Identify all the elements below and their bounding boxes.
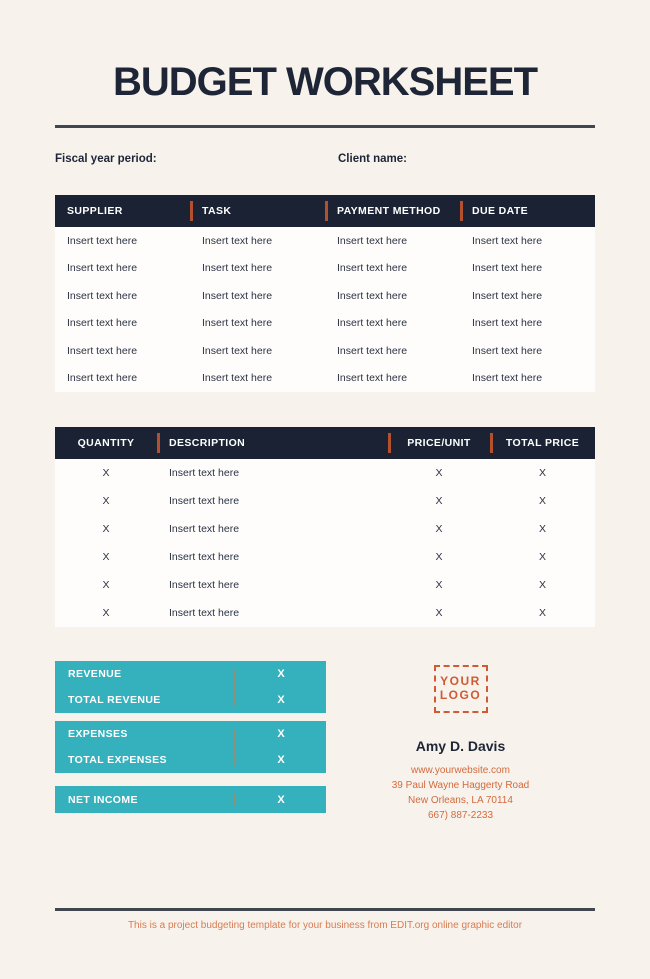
contact-name: Amy D. Davis bbox=[415, 738, 506, 754]
supplier-cell[interactable]: Insert text here bbox=[67, 372, 138, 385]
page-content bbox=[0, 60, 650, 823]
items-table-row bbox=[55, 515, 595, 543]
price-unit-cell[interactable]: X bbox=[435, 495, 443, 507]
contact-phone: 667) 887-2233 bbox=[427, 810, 494, 821]
total-expenses-row bbox=[55, 747, 326, 773]
expenses-value[interactable]: X bbox=[277, 728, 285, 740]
description-cell[interactable]: Insert text here bbox=[169, 467, 240, 479]
expenses-row bbox=[55, 721, 326, 747]
description-cell[interactable]: Insert text here bbox=[169, 523, 240, 535]
price-unit-cell[interactable]: X bbox=[435, 607, 443, 619]
quantity-cell[interactable]: X bbox=[102, 523, 110, 535]
total-revenue-value[interactable]: X bbox=[277, 694, 285, 706]
quantity-cell[interactable]: X bbox=[102, 467, 110, 479]
supplier-table-row bbox=[55, 337, 595, 365]
items-table-row bbox=[55, 459, 595, 487]
expenses-box bbox=[55, 721, 326, 773]
items-table-row bbox=[55, 487, 595, 515]
logo-placeholder[interactable] bbox=[434, 665, 488, 713]
field-labels-row bbox=[55, 153, 595, 165]
logo-text-line1: YOUR bbox=[440, 674, 481, 689]
due-date-cell[interactable]: Insert text here bbox=[472, 262, 543, 275]
client-name-label: Client name: bbox=[338, 153, 408, 165]
price-unit-cell[interactable]: X bbox=[435, 523, 443, 535]
revenue-value[interactable]: X bbox=[277, 668, 285, 680]
header-due-date: DUE DATE bbox=[460, 195, 595, 227]
supplier-table bbox=[55, 195, 595, 392]
total-price-cell[interactable]: X bbox=[538, 467, 546, 479]
task-cell[interactable]: Insert text here bbox=[202, 372, 273, 385]
items-table-body bbox=[55, 459, 595, 627]
task-cell[interactable]: Insert text here bbox=[202, 344, 273, 357]
task-cell[interactable]: Insert text here bbox=[202, 289, 273, 302]
header-payment-method: PAYMENT METHOD bbox=[325, 195, 460, 227]
total-price-cell[interactable]: X bbox=[538, 579, 546, 591]
payment-method-cell[interactable]: Insert text here bbox=[337, 344, 408, 357]
task-cell[interactable]: Insert text here bbox=[202, 317, 273, 330]
page-title: BUDGET WORKSHEET bbox=[113, 60, 537, 104]
net-income-row bbox=[55, 786, 326, 813]
items-table-header bbox=[55, 427, 595, 459]
due-date-cell[interactable]: Insert text here bbox=[472, 372, 543, 385]
net-income-box bbox=[55, 786, 326, 813]
supplier-table-row bbox=[55, 255, 595, 283]
revenue-box bbox=[55, 661, 326, 713]
total-expenses-label: TOTAL EXPENSES bbox=[68, 754, 167, 766]
due-date-cell[interactable]: Insert text here bbox=[472, 289, 543, 302]
supplier-table-row bbox=[55, 227, 595, 255]
total-revenue-label: TOTAL REVENUE bbox=[68, 694, 161, 706]
footer-note: This is a project budgeting template for your business from EDIT.org online graphic editor bbox=[127, 920, 523, 931]
supplier-cell[interactable]: Insert text here bbox=[67, 234, 138, 247]
quantity-cell[interactable]: X bbox=[102, 495, 110, 507]
description-cell[interactable]: Insert text here bbox=[169, 579, 240, 591]
payment-method-cell[interactable]: Insert text here bbox=[337, 262, 408, 275]
supplier-table-row bbox=[55, 365, 595, 393]
header-quantity: QUANTITY bbox=[77, 437, 135, 449]
price-unit-cell[interactable]: X bbox=[435, 551, 443, 563]
total-revenue-row bbox=[55, 687, 326, 713]
header-description: DESCRIPTION bbox=[157, 427, 388, 459]
payment-method-cell[interactable]: Insert text here bbox=[337, 372, 408, 385]
branding-column bbox=[326, 661, 595, 823]
header-total-price: TOTAL PRICE bbox=[490, 427, 595, 459]
logo-text-line2: LOGO bbox=[439, 688, 482, 702]
total-price-cell[interactable]: X bbox=[538, 607, 546, 619]
payment-method-cell[interactable]: Insert text here bbox=[337, 234, 408, 247]
header-supplier: SUPPLIER bbox=[67, 205, 123, 217]
payment-method-cell[interactable]: Insert text here bbox=[337, 317, 408, 330]
due-date-cell[interactable]: Insert text here bbox=[472, 344, 543, 357]
contact-block bbox=[326, 763, 595, 823]
contact-address-line2: New Orleans, LA 70114 bbox=[408, 795, 513, 806]
revenue-box-divider bbox=[233, 669, 236, 705]
description-cell[interactable]: Insert text here bbox=[169, 551, 240, 563]
description-cell[interactable]: Insert text here bbox=[169, 607, 240, 619]
net-income-value[interactable]: X bbox=[277, 793, 285, 806]
supplier-table-body bbox=[55, 227, 595, 392]
description-cell[interactable]: Insert text here bbox=[169, 495, 240, 507]
summary-column bbox=[55, 661, 326, 823]
header-task: TASK bbox=[190, 195, 325, 227]
total-price-cell[interactable]: X bbox=[538, 551, 546, 563]
fiscal-year-label: Fiscal year period: bbox=[55, 153, 157, 165]
task-cell[interactable]: Insert text here bbox=[202, 262, 273, 275]
contact-address-line1: 39 Paul Wayne Haggerty Road bbox=[391, 780, 530, 791]
revenue-row bbox=[55, 661, 326, 687]
payment-method-cell[interactable]: Insert text here bbox=[337, 289, 408, 302]
items-table-row bbox=[55, 571, 595, 599]
quantity-cell[interactable]: X bbox=[102, 579, 110, 591]
total-price-cell[interactable]: X bbox=[538, 495, 546, 507]
expenses-box-divider bbox=[233, 729, 236, 765]
price-unit-cell[interactable]: X bbox=[435, 579, 443, 591]
supplier-cell[interactable]: Insert text here bbox=[67, 344, 138, 357]
quantity-cell[interactable]: X bbox=[102, 551, 110, 563]
due-date-cell[interactable]: Insert text here bbox=[472, 234, 543, 247]
contact-website[interactable]: www.yourwebsite.com bbox=[411, 765, 510, 776]
price-unit-cell[interactable]: X bbox=[435, 467, 443, 479]
net-income-box-divider bbox=[233, 794, 236, 805]
quantity-cell[interactable]: X bbox=[102, 607, 110, 619]
items-table-row bbox=[55, 543, 595, 571]
supplier-cell[interactable]: Insert text here bbox=[67, 262, 138, 275]
supplier-table-row bbox=[55, 282, 595, 310]
expenses-label: EXPENSES bbox=[68, 728, 128, 740]
bottom-section bbox=[55, 661, 595, 823]
task-cell[interactable]: Insert text here bbox=[202, 234, 273, 247]
supplier-table-header bbox=[55, 195, 595, 227]
revenue-label: REVENUE bbox=[68, 668, 122, 680]
items-table-row bbox=[55, 599, 595, 627]
net-income-label: NET INCOME bbox=[68, 793, 138, 806]
footer-divider bbox=[55, 908, 595, 911]
header-price-unit: PRICE/UNIT bbox=[388, 427, 490, 459]
total-expenses-value[interactable]: X bbox=[277, 754, 285, 766]
supplier-table-row bbox=[55, 310, 595, 338]
supplier-cell[interactable]: Insert text here bbox=[67, 317, 138, 330]
total-price-cell[interactable]: X bbox=[538, 523, 546, 535]
supplier-cell[interactable]: Insert text here bbox=[67, 289, 138, 302]
items-table bbox=[55, 427, 595, 627]
budget-worksheet-page bbox=[0, 60, 650, 979]
title-divider bbox=[55, 125, 595, 128]
due-date-cell[interactable]: Insert text here bbox=[472, 317, 543, 330]
